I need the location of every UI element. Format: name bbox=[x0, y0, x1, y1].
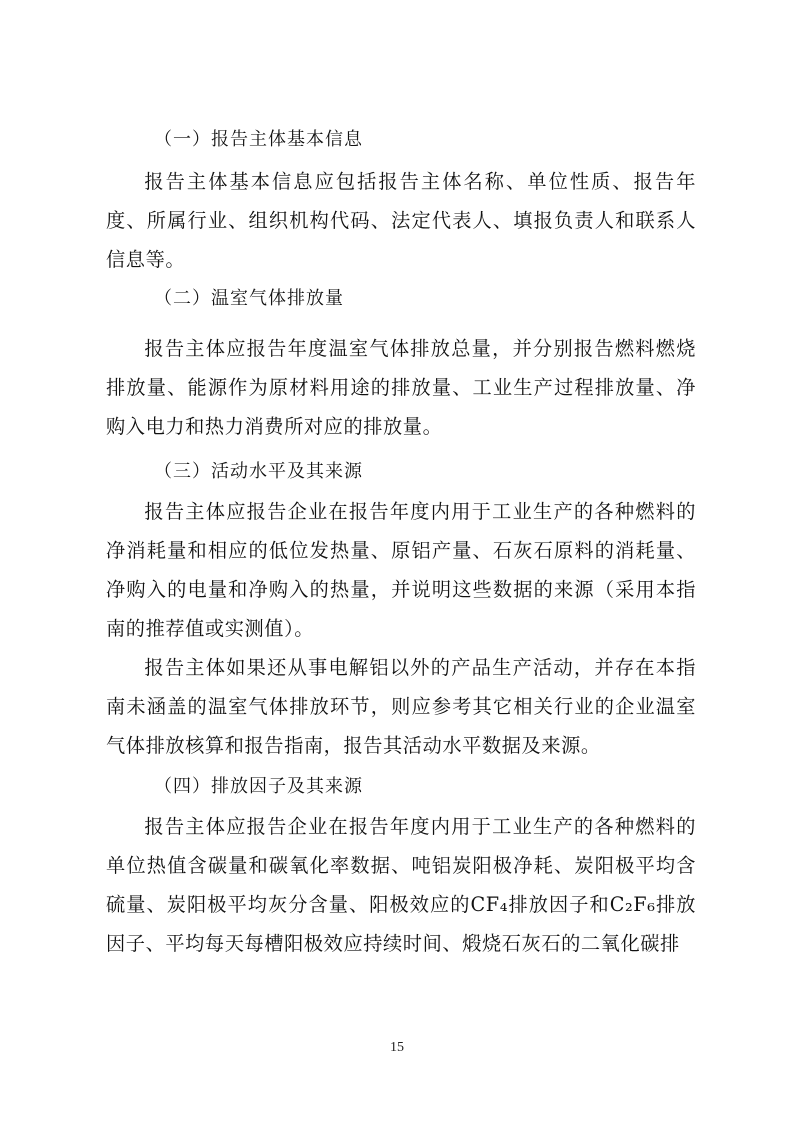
body-paragraph: 报告主体应报告企业在报告年度内用于工业生产的各种燃料的净消耗量和相应的低位发热量、原铝产量、石灰石原料的消耗量、净购入的电量和净购入的热量，并说明这些数据的来源（采用本指南的推荐值或实测值）。 bbox=[106, 500, 696, 640]
document-page bbox=[106, 128, 696, 963]
body-paragraph: 报告主体应报告年度温室气体排放总量，并分别报告燃料燃烧排放量、能源作为原材料用途的排放量、工业生产过程排放量、净购入电力和热力消费所对应的排放量。 bbox=[106, 337, 696, 438]
section-heading: （二）温室气体排放量 bbox=[154, 288, 344, 309]
page-number: 15 bbox=[390, 1040, 404, 1055]
section-heading: （三）活动水平及其来源 bbox=[154, 461, 363, 482]
section-heading: （四）排放因子及其来源 bbox=[154, 776, 363, 797]
body-paragraph: 报告主体如果还从事电解铝以外的产品生产活动，并存在本指南未涵盖的温室气体排放环节，则应参考其它相关行业的企业温室气体排放核算和报告指南，报告其活动水平数据及来源。 bbox=[106, 656, 696, 757]
body-paragraph: 报告主体应报告企业在报告年度内用于工业生产的各种燃料的单位热值含碳量和碳氧化率数据、吨铝炭阳极净耗、炭阳极平均含硫量、炭阳极平均灰分含量、阳极效应的CF₄排放因子和C₂F₆排放因子、平均每天每槽阳极效应持续时间、煅烧石灰石的二氧化碳排 bbox=[106, 815, 696, 955]
section-heading: （一）报告主体基本信息 bbox=[154, 129, 363, 150]
body-paragraph: 报告主体基本信息应包括报告主体名称、单位性质、报告年度、所属行业、组织机构代码、法定代表人、填报负责人和联系人信息等。 bbox=[106, 170, 696, 271]
